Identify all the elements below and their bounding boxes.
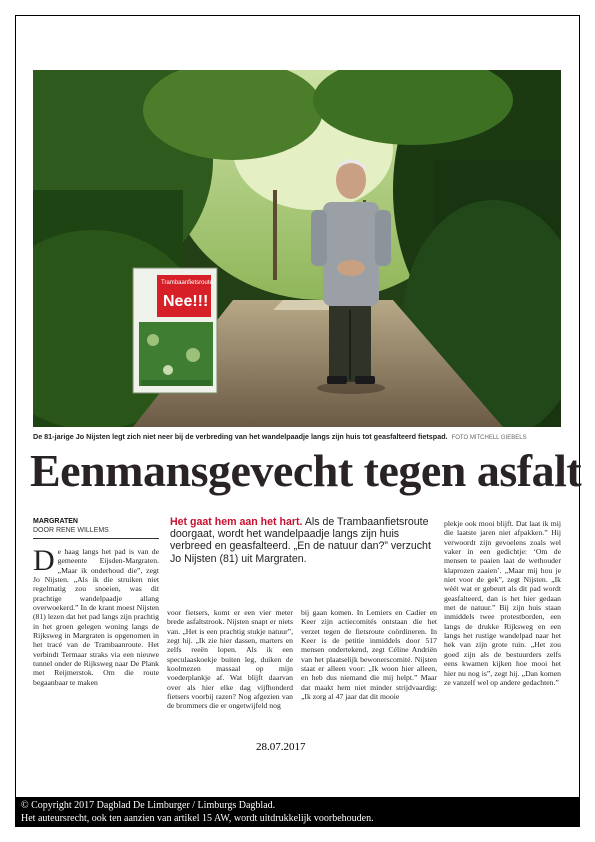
body-column-4 — [444, 519, 561, 687]
article-headline: Eenmansgevecht tegen asfalt — [30, 445, 582, 496]
body-column-3 — [301, 608, 437, 701]
body-text-2: voor fietsers, komt er een vier meter brede asfaltstrook. Nijsten snapt er niets van. „Het is een prachtig stukje natuur”, zegt hij. „Ik zie hier dassen, marters en zelfs reeën lopen. Als ik een speculaaskoekje buiten leg, duiken de koolmezen massaal op mijn voederplankje af. Wat blijft daarvan over als hier elke dag vijfhonderd fietsers voorbij razen? Nog afgezien van de brommers die er ongetwijfeld nog — [167, 608, 293, 711]
publication-date: 28.07.2017 — [256, 741, 306, 753]
intro-lead: Het gaat hem aan het hart. — [170, 516, 303, 528]
photo-caption — [33, 432, 561, 441]
byline — [33, 517, 159, 539]
body-column-2 — [167, 608, 293, 711]
article-photo — [33, 70, 561, 427]
body-text-3: bij gaan komen. In Lemiers en Cadier en Keer zijn actiecomités ontstaan die het verzet tegen de fietsroute coördineren. In Keer is de petitie inmiddels door 517 mensen ondertekend, zegt Céline Andriën van het plaatselijk bewonerscomité. Nijsten staat er alleen voor: „Ik woon hier alleen, en heb dus niemand die mij helpt.” Maar dat maakt hem niet minder strijdvaardig: „Ik zorg al 47 jaar dat dit mooie — [301, 608, 437, 702]
body-text-4: plekje ook mooi blijft. Dat laat ik mij die laatste jaren niet afpakken.” Hij verwoordt zijn gevoelens zoals wel vaker in een gedichtje: ‘Om de mensen te paaien laat de wethouder klaprozen zaaien’. „Maar mij hou je niet voor de gek”, zegt Nijsten. „Ik wéét wat er gebeurt als dit pad wordt geasfalteerd, dan is het hier gedaan met de natuur.” Bij zijn huis staan inmiddels twee protestborden, een langs de drukke Rijksweg en een langs het rustige wandelpad naar het hek van zijn grote tuin. „Het zou goed zijn als de bestuurders zelfs eens kwamen kijken hoe mooi het hier nu nog is”, zegt hij. „Dan komen ze vanzelf wel op andere gedachten.” — [444, 519, 561, 687]
copyright-line: © Copyright 2017 Dagblad De Limburger / Limburgs Dagblad. — [21, 800, 276, 811]
author: DOOR RENE WILLEMS — [33, 527, 109, 534]
drop-cap: D — [33, 544, 55, 577]
sign-text-main: Nee!!! — [163, 293, 209, 310]
dateline-place: MARGRATEN — [33, 518, 78, 525]
copyright-footer — [15, 797, 580, 827]
byline-rule — [33, 538, 159, 539]
body-column-1 — [33, 544, 159, 687]
photo-illustration — [33, 70, 561, 427]
body-text-1: e haag langs het pad is van de gemeente Eijsden-Margraten. „Maar ik onderhoud die”, zegt Jo Nijsten. „Als ik die struiken niet regelmatig zou snoeien, was dit prachtige wandelpaadje allang overwoekerd.” In de krant moest Nijsten (81) lezen dat het pad langs zijn prachtig in het groen gelegen woning langs de Rijksweg in Margraten is opgenomen in het tracé van de Trambaanroute. Het verbindt Termaar straks via een nieuwe tunnel onder de Rijksweg naar De Plank met Reijmerstok. Om die route begaanbaar te maken — [33, 547, 159, 687]
intro-paragraph — [170, 516, 438, 565]
rights-line: Het auteursrecht, ook ten aanzien van artikel 15 AW, wordt uitdrukkelijk voorbehouden. — [21, 813, 374, 824]
caption-text: De 81-jarige Jo Nijsten legt zich niet neer bij de verbreding van het wandelpaadje langs zijn huis tot geasfalteerd fietspad. — [33, 432, 448, 441]
intro-rest: Als de Trambaanfietsroute doorgaat, wordt het wandelpaadje langs zijn huis verbreed en geasfalteerd. „En de natuur dan?” verzucht Jo Nijsten (81) uit Margraten. — [170, 516, 431, 565]
photo-credit: FOTO MITCHELL GIEBELS — [451, 435, 527, 441]
sign-text-top: Trambaanfietsroute — [161, 280, 213, 286]
